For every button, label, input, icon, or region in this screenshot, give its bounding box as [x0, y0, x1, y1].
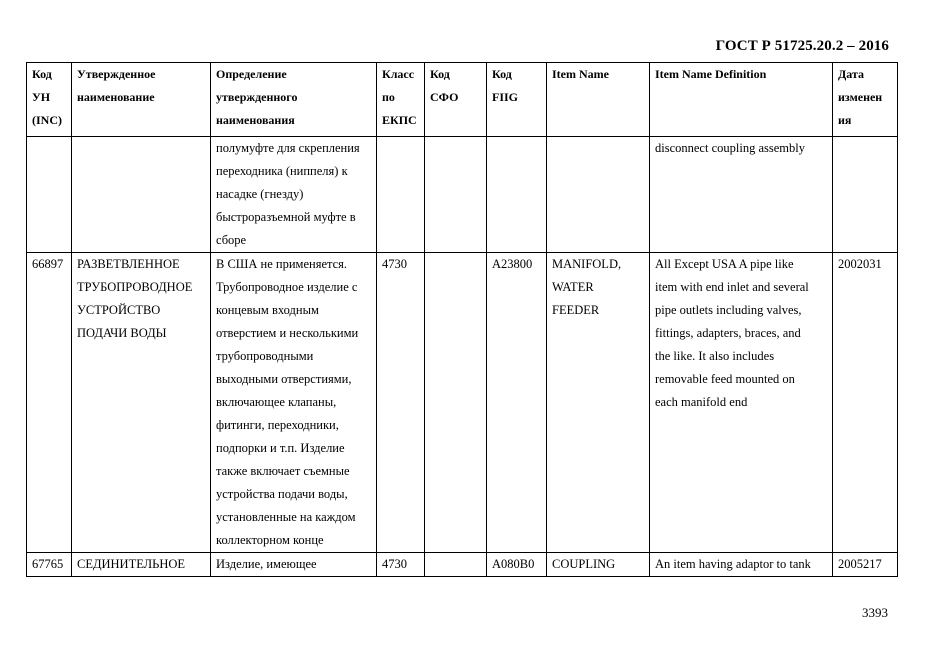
header-text-line: по: [382, 90, 395, 104]
cell-approved-name: [72, 137, 211, 253]
header-text-line: Дата: [838, 67, 864, 81]
cell-text-line: fittings, adapters, braces, and: [655, 326, 801, 340]
header-item-name: [547, 63, 650, 137]
header-text-line: FIIG: [492, 90, 519, 104]
cell-item-definition: [650, 137, 833, 253]
cell-text-line: the like. It also includes: [655, 349, 775, 363]
cell-code: [27, 137, 72, 253]
cell-class: [377, 253, 425, 553]
header-text-line: утвержденного: [216, 90, 298, 104]
cell-code: [27, 553, 72, 577]
table-row: [27, 553, 898, 577]
cell-text-line: 4730: [382, 557, 407, 571]
classification-table: [26, 62, 898, 577]
cell-text-line: COUPLING: [552, 557, 616, 571]
cell-text-line: Трубопроводное изделие с: [216, 280, 358, 294]
cell-sfo: [425, 137, 487, 253]
cell-text-line: disconnect coupling assembly: [655, 141, 805, 155]
header-text-line: Код: [32, 67, 52, 81]
cell-text-line: 67765: [32, 557, 64, 571]
cell-definition: [211, 553, 377, 577]
cell-fiig: [487, 553, 547, 577]
cell-item-name: [547, 253, 650, 553]
header-text-line: наименования: [216, 113, 295, 127]
cell-item-definition: [650, 253, 833, 553]
cell-text-line: СЕДИНИТЕЛЬНОЕ: [77, 557, 186, 571]
cell-text-line: A080B0: [492, 557, 535, 571]
cell-text-line: A23800: [492, 257, 533, 271]
cell-text-line: сборе: [216, 233, 247, 247]
table-header: [27, 63, 898, 137]
cell-text-line: фитинги, переходники,: [216, 418, 339, 432]
cell-fiig: [487, 137, 547, 253]
cell-text-line: подпорки и т.п. Изделие: [216, 441, 345, 455]
cell-text-line: WATER: [552, 280, 594, 294]
cell-text-line: выходными отверстиями,: [216, 372, 352, 386]
cell-text-line: 2005217: [838, 557, 882, 571]
header-text-line: СФО: [430, 90, 459, 104]
cell-text-line: быстроразъемной муфте в: [216, 210, 356, 224]
cell-text-line: removable feed mounted on: [655, 372, 795, 386]
cell-approved-name: [72, 253, 211, 553]
cell-text-line: коллекторном конце: [216, 533, 324, 547]
cell-date: [833, 553, 898, 577]
cell-item-name: [547, 137, 650, 253]
header-text-line: Item Name Definition: [655, 67, 767, 81]
cell-text-line: концевым входным: [216, 303, 319, 317]
cell-class: [377, 137, 425, 253]
cell-text-line: РАЗВЕТВЛЕННОЕ: [77, 257, 180, 271]
header-text-line: (INC): [32, 113, 62, 127]
header-item-name-definition: [650, 63, 833, 137]
cell-approved-name: [72, 553, 211, 577]
cell-date: [833, 137, 898, 253]
header-text-line: Класс: [382, 67, 415, 81]
header-text-line: ЕКПС: [382, 113, 417, 127]
header-text-line: Утвержденное: [77, 67, 156, 81]
cell-text-line: FEEDER: [552, 303, 600, 317]
cell-text-line: трубопроводными: [216, 349, 314, 363]
table-row: [27, 137, 898, 253]
header-text-line: УН: [32, 90, 51, 104]
cell-text-line: полумуфте для скрепления: [216, 141, 360, 155]
cell-text-line: MANIFOLD,: [552, 257, 622, 271]
header-text-line: изменен: [838, 90, 883, 104]
header-change-date: [833, 63, 898, 137]
cell-text-line: включающее клапаны,: [216, 395, 337, 409]
cell-text-line: pipe outlets including valves,: [655, 303, 802, 317]
cell-sfo: [425, 253, 487, 553]
header-text-line: Код: [430, 67, 450, 81]
header-row: [27, 63, 898, 137]
cell-code: [27, 253, 72, 553]
document-standard-title: ГОСТ Р 51725.20.2 – 2016: [715, 38, 889, 54]
header-text-line: наименование: [77, 90, 155, 104]
cell-definition: [211, 137, 377, 253]
cell-definition: [211, 253, 377, 553]
cell-text-line: также включает съемные: [216, 464, 350, 478]
cell-text-line: 66897: [32, 257, 64, 271]
cell-text-line: All Except USA A pipe like: [655, 257, 794, 271]
cell-text-line: отверстием и несколькими: [216, 326, 359, 340]
cell-text-line: устройства подачи воды,: [216, 487, 348, 501]
cell-text-line: В США не применяется.: [216, 257, 348, 271]
cell-text-line: ТРУБОПРОВОДНОЕ: [77, 280, 193, 294]
header-text-line: Определение: [216, 67, 287, 81]
header-text-line: Item Name: [552, 67, 609, 81]
header-code-fiig: [487, 63, 547, 137]
header-class-ekps: [377, 63, 425, 137]
header-name-definition: [211, 63, 377, 137]
page-number: 3393: [862, 605, 888, 620]
cell-item-definition: [650, 553, 833, 577]
cell-text-line: ПОДАЧИ ВОДЫ: [77, 326, 167, 340]
cell-text-line: переходника (ниппеля) к: [216, 164, 348, 178]
header-code-inc: [27, 63, 72, 137]
header-text-line: Код: [492, 67, 512, 81]
header-text-line: ия: [838, 113, 852, 127]
cell-text-line: each manifold end: [655, 395, 748, 409]
cell-text-line: насадке (гнезду): [216, 187, 304, 201]
cell-text-line: item with end inlet and several: [655, 280, 809, 294]
cell-text-line: Изделие, имеющее: [216, 557, 317, 571]
cell-text-line: УСТРОЙСТВО: [77, 303, 161, 317]
cell-fiig: [487, 253, 547, 553]
cell-text-line: установленные на каждом: [216, 510, 356, 524]
cell-class: [377, 553, 425, 577]
cell-sfo: [425, 553, 487, 577]
header-approved-name: [72, 63, 211, 137]
cell-item-name: [547, 553, 650, 577]
cell-date: [833, 253, 898, 553]
table-body: [27, 137, 898, 577]
cell-text-line: 2002031: [838, 257, 882, 271]
header-code-sfo: [425, 63, 487, 137]
cell-text-line: An item having adaptor to tank: [655, 557, 811, 571]
table-row: [27, 253, 898, 553]
cell-text-line: 4730: [382, 257, 407, 271]
